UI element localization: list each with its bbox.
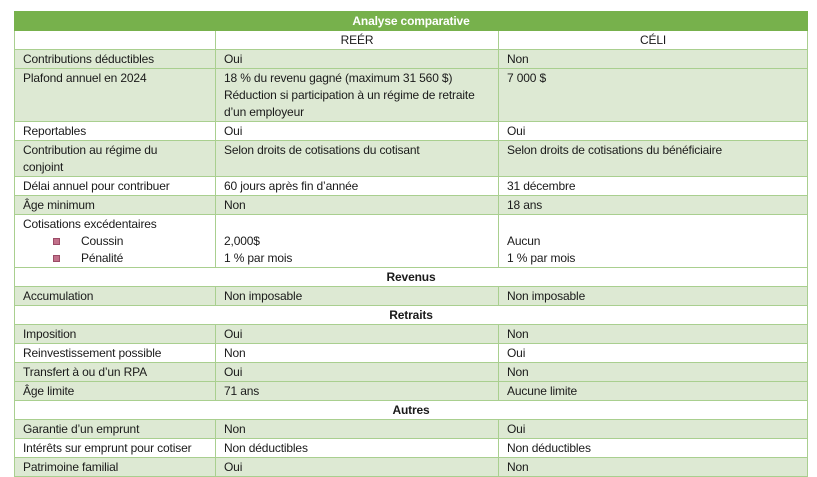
- reer-line: d’un employeur: [224, 105, 304, 119]
- section-title: Autres: [15, 401, 808, 420]
- celi-cell: Selon droits de cotisations du bénéficiaire: [499, 141, 808, 177]
- celi-cell: 18 ans: [499, 196, 808, 215]
- row-label: Imposition: [15, 325, 216, 344]
- table-row: [15, 344, 808, 363]
- celi-subvalue: Aucun: [507, 234, 541, 248]
- table-row: [15, 50, 808, 69]
- reer-cell: Oui: [216, 50, 499, 69]
- celi-cell: Non: [499, 363, 808, 382]
- reer-cell: Non: [216, 196, 499, 215]
- reer-cell: Non imposable: [216, 287, 499, 306]
- section-header-row: [15, 306, 808, 325]
- row-label: [15, 141, 216, 177]
- table-row: [15, 69, 808, 122]
- celi-cell: 7 000 $: [499, 69, 808, 122]
- section-header-row: [15, 268, 808, 287]
- section-header-row: [15, 401, 808, 420]
- reer-cell: [216, 215, 499, 268]
- reer-cell: Non: [216, 420, 499, 439]
- reer-cell: 71 ans: [216, 382, 499, 401]
- row-label: Âge minimum: [15, 196, 216, 215]
- reer-cell: [216, 69, 499, 122]
- comparison-table: [14, 11, 808, 477]
- celi-cell: [499, 215, 808, 268]
- table-title: Analyse comparative: [15, 12, 808, 31]
- reer-cell: Non: [216, 344, 499, 363]
- celi-cell: Oui: [499, 420, 808, 439]
- section-title: Retraits: [15, 306, 808, 325]
- column-header-celi: CÉLI: [499, 31, 808, 50]
- celi-cell: Non déductibles: [499, 439, 808, 458]
- section-title: Revenus: [15, 268, 808, 287]
- table-row: [15, 177, 808, 196]
- celi-cell: Aucune limite: [499, 382, 808, 401]
- celi-cell: Non: [499, 458, 808, 477]
- square-bullet-icon: [53, 238, 60, 245]
- row-label: Accumulation: [15, 287, 216, 306]
- sub-item: [23, 233, 207, 250]
- celi-cell: Non: [499, 325, 808, 344]
- celi-subvalue: 1 % par mois: [507, 251, 576, 265]
- table-row: [15, 363, 808, 382]
- reer-cell: 60 jours après fin d’année: [216, 177, 499, 196]
- row-label: Transfert à ou d’un RPA: [15, 363, 216, 382]
- reer-line: 18 % du revenu gagné (maximum 31 560 $): [224, 71, 453, 85]
- row-label: Garantie d’un emprunt: [15, 420, 216, 439]
- celi-cell: 31 décembre: [499, 177, 808, 196]
- title-row: [15, 12, 808, 31]
- reer-cell: Non déductibles: [216, 439, 499, 458]
- column-header-reer: REÉR: [216, 31, 499, 50]
- row-label: Reportables: [15, 122, 216, 141]
- row-label: Patrimoine familial: [15, 458, 216, 477]
- reer-subvalue: 1 % par mois: [224, 251, 293, 265]
- sub-item: [23, 250, 207, 267]
- column-header-row: [15, 31, 808, 50]
- column-header-empty: [15, 31, 216, 50]
- table-row: [15, 439, 808, 458]
- table-row: [15, 215, 808, 268]
- reer-cell: Oui: [216, 122, 499, 141]
- row-label-line: Cotisations excédentaires: [23, 217, 157, 231]
- sub-item-label: Pénalité: [81, 251, 124, 265]
- row-label: Plafond annuel en 2024: [15, 69, 216, 122]
- celi-cell: Oui: [499, 122, 808, 141]
- square-bullet-icon: [53, 255, 60, 262]
- reer-cell: Selon droits de cotisations du cotisant: [216, 141, 499, 177]
- table-row: [15, 325, 808, 344]
- row-label: Intérêts sur emprunt pour cotiser: [15, 439, 216, 458]
- row-label: Délai annuel pour contribuer: [15, 177, 216, 196]
- reer-cell: Oui: [216, 325, 499, 344]
- reer-line: Réduction si participation à un régime de retraite: [224, 88, 475, 102]
- table-row: [15, 287, 808, 306]
- row-label: Reinvestissement possible: [15, 344, 216, 363]
- row-label: Âge limite: [15, 382, 216, 401]
- celi-cell: Oui: [499, 344, 808, 363]
- table-row: [15, 122, 808, 141]
- sub-item-label: Coussin: [81, 234, 124, 248]
- table-row: [15, 382, 808, 401]
- celi-cell: Non imposable: [499, 287, 808, 306]
- celi-cell: Non: [499, 50, 808, 69]
- row-label-line: Contribution au régime du: [23, 143, 158, 157]
- reer-cell: Oui: [216, 363, 499, 382]
- reer-cell: Oui: [216, 458, 499, 477]
- row-label-line: conjoint: [23, 160, 64, 174]
- row-label: Contributions déductibles: [15, 50, 216, 69]
- table-row: [15, 196, 808, 215]
- reer-subvalue: 2,000$: [224, 234, 260, 248]
- row-label: [15, 215, 216, 268]
- table-row: [15, 458, 808, 477]
- table-row: [15, 420, 808, 439]
- table-row: [15, 141, 808, 177]
